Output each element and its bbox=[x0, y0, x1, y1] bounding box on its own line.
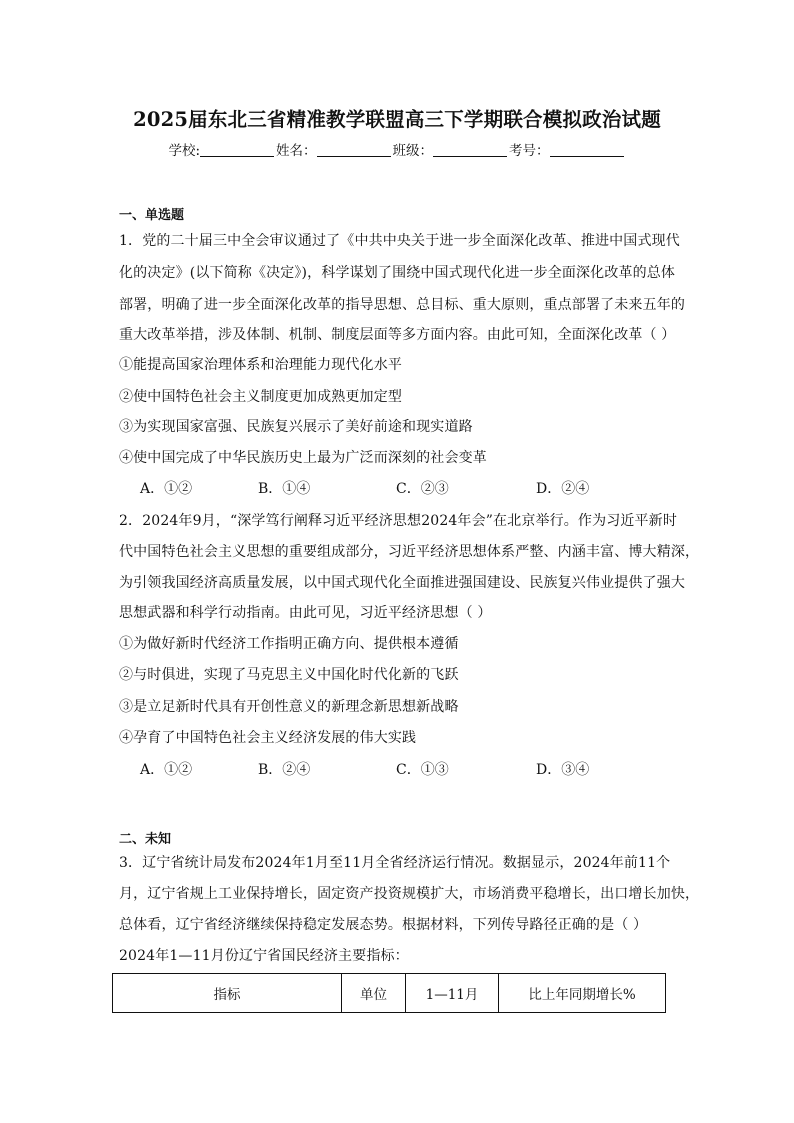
option-a[interactable]: A．①② bbox=[140, 762, 193, 778]
question-text-line: 2．2024年9月，“深学笃行阐释习近平经济思想2024年会”在北京举行。作为习近平新时 bbox=[119, 513, 677, 529]
section-heading-unknown: 二、未知 bbox=[119, 832, 172, 847]
statement-item: ①能提高国家治理体系和治理能力现代化水平 bbox=[119, 357, 402, 373]
exam-no-label: 考号： bbox=[509, 143, 550, 159]
question-text-line: 为引领我国经济高质量发展，以中国式现代化全面推进强国建设、民族复兴伟业提供了强大 bbox=[119, 575, 685, 591]
student-info-row bbox=[0, 139, 794, 159]
statement-item: ③为实现国家富强、民族复兴展示了美好前途和现实道路 bbox=[119, 419, 473, 435]
question-text-line: 月，辽宁省规上工业保持增长，固定资产投资规模扩大，市场消费平稳增长，出口增长加快， bbox=[119, 886, 700, 902]
page-title: 2025届东北三省精准教学联盟高三下学期联合模拟政治试题 bbox=[133, 108, 661, 131]
option-b[interactable]: B．②④ bbox=[258, 762, 311, 778]
school-blank[interactable] bbox=[200, 142, 274, 157]
statement-item: ④孕育了中国特色社会主义经济发展的伟大实践 bbox=[119, 730, 417, 746]
option-c[interactable]: C．②③ bbox=[396, 481, 449, 497]
option-d[interactable]: D．③④ bbox=[536, 762, 590, 778]
statement-item: ④使中国完成了中华民族历史上最为广泛而深刻的社会变革 bbox=[119, 450, 487, 466]
statement-item: ②使中国特色社会主义制度更加成熟更加定型 bbox=[119, 389, 402, 405]
question-text-line: 代中国特色社会主义思想的重要组成部分，习近平经济思想体系严整、内涵丰富、博大精深， bbox=[119, 544, 700, 560]
exam-no-blank[interactable] bbox=[550, 142, 624, 157]
option-c[interactable]: C．①③ bbox=[396, 762, 449, 778]
statement-item: ③是立足新时代具有开创性意义的新理念新思想新战略 bbox=[119, 699, 459, 715]
indicators-table bbox=[112, 973, 666, 1013]
question-text-line: 3．辽宁省统计局发布2024年1月至11月全省经济运行情况。数据显示，2024年前11个 bbox=[119, 855, 671, 871]
table-header-cell: 1—11月 bbox=[406, 974, 499, 1013]
class-blank[interactable] bbox=[433, 142, 507, 157]
table-header-row bbox=[113, 974, 666, 1013]
question-text-line: 总体看，辽宁省经济继续保持稳定发展态势。根据材料，下列传导路径正确的是（ ） bbox=[119, 917, 648, 933]
question-text-line: 1．党的二十届三中全会审议通过了《中共中央关于进一步全面深化改革、推进中国式现代 bbox=[119, 233, 680, 249]
school-label: 学校: bbox=[168, 143, 201, 159]
option-d[interactable]: D．②④ bbox=[536, 481, 590, 497]
name-label: 姓名： bbox=[276, 143, 317, 159]
table-header-cell: 比上年同期增长% bbox=[499, 974, 666, 1013]
question-text-line: 化的决定》(以下简称《决定》)，科学谋划了围绕中国式现代化进一步全面深化改革的总体 bbox=[119, 265, 676, 281]
question-text-line: 部署，明确了进一步全面深化改革的指导思想、总目标、重大原则，重点部署了未来五年的 bbox=[119, 297, 685, 313]
table-header-cell: 指标 bbox=[113, 974, 342, 1013]
question-text-line: 重大改革举措，涉及体制、机制、制度层面等多方面内容。由此可知，全面深化改革（ ） bbox=[119, 327, 676, 343]
table-header-cell: 单位 bbox=[342, 974, 406, 1013]
class-label: 班级： bbox=[392, 143, 434, 159]
table-caption: 2024年1—11月份辽宁省国民经济主要指标： bbox=[119, 948, 409, 964]
statement-item: ②与时俱进，实现了马克思主义中国化时代化新的飞跃 bbox=[119, 667, 459, 683]
option-a[interactable]: A．①② bbox=[140, 481, 193, 497]
statement-item: ①为做好新时代经济工作指明正确方向、提供根本遵循 bbox=[119, 636, 459, 652]
question-text-line: 思想武器和科学行动指南。由此可见，习近平经济思想（ ） bbox=[119, 605, 492, 621]
name-blank[interactable] bbox=[317, 142, 391, 157]
option-b[interactable]: B．①④ bbox=[258, 481, 311, 497]
section-heading-single-choice: 一、单选题 bbox=[119, 208, 185, 223]
